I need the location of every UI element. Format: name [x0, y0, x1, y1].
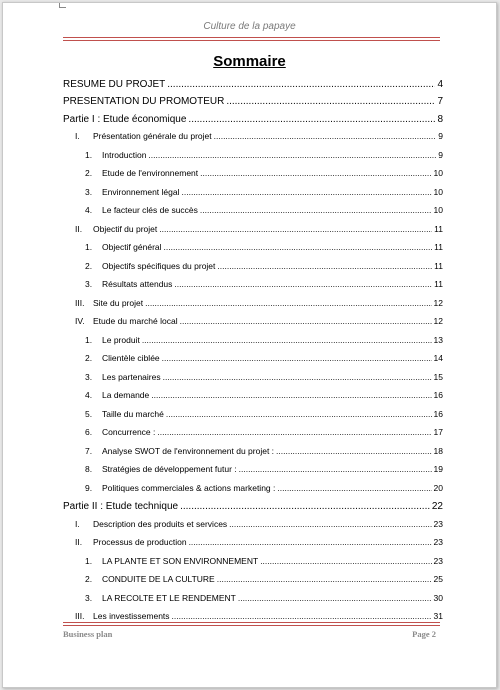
toc-dot-leader: [172, 611, 432, 621]
toc-dot-leader: [217, 574, 432, 584]
toc-dot-leader: [276, 446, 432, 456]
toc-page-number: 11: [434, 260, 443, 271]
toc-entry[interactable]: [63, 335, 443, 354]
page-title: Sommaire: [213, 53, 286, 70]
toc-entry-number: 3.: [85, 371, 93, 382]
toc-entry[interactable]: [63, 242, 443, 261]
toc-entry[interactable]: [63, 187, 443, 206]
document-page: [2, 2, 497, 688]
toc-entry-label: Description des produits et services: [93, 518, 228, 529]
toc-page-number: 7: [437, 96, 443, 108]
toc-entry[interactable]: [63, 114, 443, 131]
toc-dot-leader: [239, 464, 432, 474]
toc-entry[interactable]: [63, 279, 443, 298]
toc-entry-number: 3.: [85, 279, 93, 290]
footer-rule: [63, 625, 440, 626]
toc-dot-leader: [214, 131, 437, 141]
header-rule: [63, 37, 440, 38]
toc-entry-label: Environnement légal: [102, 186, 180, 197]
toc-entry-label: Objectif du projet: [93, 223, 158, 234]
toc-entry-number: 1.: [85, 555, 93, 566]
toc-page-number: 11: [434, 279, 443, 290]
toc-entry[interactable]: [63, 409, 443, 428]
toc-page-number: 23: [433, 555, 443, 566]
toc-entry-label: Présentation générale du projet: [93, 131, 212, 142]
toc-entry-number: III.: [75, 611, 85, 622]
toc-page-number: 15: [433, 371, 443, 382]
toc-entry-label: Résultats attendus: [102, 279, 173, 290]
toc-entry-label: Politiques commerciales & actions marketing :: [102, 482, 276, 493]
toc-entry-number: 1.: [85, 242, 93, 253]
toc-entry[interactable]: [63, 390, 443, 409]
toc-page-number: 11: [434, 223, 443, 234]
toc-dot-leader: [145, 298, 431, 308]
toc-entry-label: Le produit: [102, 334, 140, 345]
toc-dot-leader: [226, 96, 435, 107]
toc-entry[interactable]: [63, 372, 443, 391]
toc-entry-label: Taille du marché: [102, 408, 164, 419]
toc-entry[interactable]: [63, 205, 443, 224]
toc-entry[interactable]: [63, 79, 443, 96]
toc-entry-number: 2.: [85, 168, 93, 179]
toc-entry-number: IV.: [75, 316, 85, 327]
toc-page-number: 22: [431, 501, 443, 513]
toc-page-number: 25: [433, 574, 443, 585]
toc-entry-number: 5.: [85, 408, 93, 419]
toc-entry-label: Les investissements: [93, 611, 170, 622]
toc-entry-number: 4.: [85, 205, 93, 216]
page-header: Culture de la papaye: [203, 21, 296, 32]
toc-entry-label: RESUME DU PROJET: [63, 79, 166, 90]
toc-entry-label: Le facteur clés de succès: [102, 205, 198, 216]
toc-entry[interactable]: [63, 224, 443, 243]
toc-dot-leader: [157, 427, 431, 437]
toc-entry-label: Processus de production: [93, 537, 187, 548]
toc-entry-label: Introduction: [102, 149, 147, 160]
toc-entry-label: LA PLANTE ET SON ENVIRONNEMENT: [102, 555, 259, 566]
toc-entry[interactable]: [63, 298, 443, 317]
toc-dot-leader: [260, 556, 431, 566]
toc-dot-leader: [167, 79, 435, 90]
toc-dot-leader: [188, 114, 435, 125]
toc-entry-number: I.: [75, 518, 80, 529]
footer-rule: [63, 622, 440, 623]
toc-entry-number: II.: [75, 537, 83, 548]
toc-dot-leader: [162, 353, 432, 363]
toc-page-number: 12: [433, 297, 443, 308]
toc-entry-label: Objectifs spécifiques du projet: [102, 260, 216, 271]
toc-dot-leader: [229, 519, 431, 529]
toc-dot-leader: [166, 409, 432, 419]
toc-entry-label: Stratégies de développement futur :: [102, 464, 237, 475]
toc-entry[interactable]: [63, 131, 443, 150]
toc-entry-label: Clientèle ciblée: [102, 353, 160, 364]
toc-entry-number: 6.: [85, 427, 93, 438]
toc-entry[interactable]: [63, 96, 443, 113]
toc-entry[interactable]: [63, 593, 443, 612]
toc-entry-number: II.: [75, 223, 83, 234]
toc-page-number: 23: [433, 537, 443, 548]
toc-entry-number: 9.: [85, 482, 93, 493]
toc-dot-leader: [189, 537, 432, 547]
toc-page-number: 23: [433, 518, 443, 529]
toc-entry-label: La demande: [102, 390, 150, 401]
toc-page-number: 10: [433, 168, 443, 179]
toc-page-number: 9: [438, 131, 443, 142]
toc-page-number: 14: [433, 353, 443, 364]
toc-entry-label: Etude du marché local: [93, 316, 178, 327]
toc-entry[interactable]: [63, 446, 443, 465]
table-of-contents: [63, 79, 443, 630]
toc-entry[interactable]: [63, 556, 443, 575]
toc-dot-leader: [200, 205, 432, 215]
toc-dot-leader: [159, 224, 432, 234]
toc-dot-leader: [148, 150, 436, 160]
toc-entry-number: 8.: [85, 464, 93, 475]
toc-entry-label: CONDUITE DE LA CULTURE: [102, 574, 215, 585]
toc-entry-number: III.: [75, 297, 85, 308]
toc-entry-number: 3.: [85, 186, 93, 197]
toc-page-number: 12: [433, 316, 443, 327]
toc-entry[interactable]: [63, 464, 443, 483]
toc-entry-number: 7.: [85, 445, 93, 456]
toc-entry[interactable]: [63, 168, 443, 187]
toc-page-number: 19: [433, 464, 443, 475]
toc-page-number: 16: [433, 390, 443, 401]
toc-dot-leader: [142, 335, 432, 345]
toc-entry-number: 3.: [85, 592, 93, 603]
toc-page-number: 4: [437, 79, 443, 90]
toc-dot-leader: [151, 390, 431, 400]
toc-page-number: 30: [433, 592, 443, 603]
toc-page-number: 31: [433, 611, 443, 622]
toc-entry-label: Site du projet: [93, 297, 144, 308]
toc-page-number: 10: [433, 186, 443, 197]
toc-entry-number: 2.: [85, 260, 93, 271]
toc-page-number: 20: [433, 482, 443, 493]
toc-entry-number: 2.: [85, 574, 93, 585]
toc-dot-leader: [180, 316, 432, 326]
toc-page-number: 18: [433, 445, 443, 456]
toc-page-number: 17: [433, 427, 443, 438]
toc-page-number: 13: [433, 334, 443, 345]
toc-entry[interactable]: [63, 574, 443, 593]
toc-entry-number: 2.: [85, 353, 93, 364]
toc-entry[interactable]: [63, 519, 443, 538]
footer-page-number: Page 2: [412, 629, 436, 639]
toc-entry-label: Objectif général: [102, 242, 162, 253]
toc-dot-leader: [200, 168, 431, 178]
toc-entry[interactable]: [63, 611, 443, 630]
toc-entry-label: Concurrence :: [102, 427, 156, 438]
toc-entry-label: Partie I : Etude économique: [63, 113, 187, 125]
toc-entry-label: Les partenaires: [102, 371, 161, 382]
toc-entry[interactable]: [63, 316, 443, 335]
toc-entry-number: I.: [75, 131, 80, 142]
toc-entry-label: LA RECOLTE ET LE RENDEMENT: [102, 592, 236, 603]
toc-page-number: 11: [434, 242, 443, 253]
toc-entry-label: Partie II : Etude technique: [63, 501, 179, 513]
footer-left: Business plan: [63, 629, 113, 639]
toc-entry-number: 1.: [85, 149, 93, 160]
toc-dot-leader: [164, 242, 433, 252]
toc-dot-leader: [217, 261, 432, 271]
header-rule: [63, 40, 440, 41]
crop-mark: [59, 3, 66, 8]
toc-page-number: 9: [438, 149, 443, 160]
toc-page-number: 8: [437, 113, 443, 125]
toc-dot-leader: [180, 501, 430, 512]
toc-entry[interactable]: [63, 501, 443, 518]
toc-dot-leader: [182, 187, 432, 197]
toc-dot-leader: [163, 372, 432, 382]
toc-page-number: 16: [433, 408, 443, 419]
toc-entry[interactable]: [63, 353, 443, 372]
toc-dot-leader: [238, 593, 432, 603]
toc-dot-leader: [277, 483, 431, 493]
toc-entry-label: Analyse SWOT de l'environnement du projet :: [102, 445, 275, 456]
toc-entry[interactable]: [63, 537, 443, 556]
toc-entry-number: 4.: [85, 390, 93, 401]
toc-entry[interactable]: [63, 427, 443, 446]
toc-dot-leader: [174, 279, 432, 289]
toc-entry-number: 1.: [85, 334, 93, 345]
toc-entry[interactable]: [63, 150, 443, 169]
toc-entry[interactable]: [63, 483, 443, 502]
toc-page-number: 10: [433, 205, 443, 216]
toc-entry-label: PRESENTATION DU PROMOTEUR: [63, 96, 225, 108]
toc-entry-label: Etude de l'environnement: [102, 168, 199, 179]
toc-entry[interactable]: [63, 261, 443, 280]
